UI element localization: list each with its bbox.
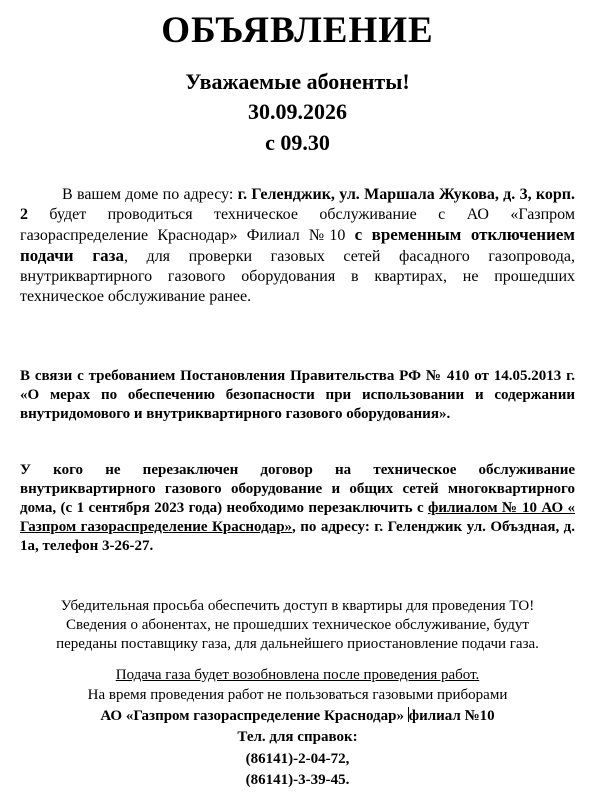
phone-1: (86141)-2-04-72, [245,751,350,767]
date: 30.09.2026 [248,99,347,124]
paragraph-contract [20,461,575,556]
p1-lead: В вашем доме по адресу: [62,186,238,203]
resume-notice-wrap [0,666,595,685]
greeting: Уважаемые абоненты! [185,69,410,94]
info-line-2: переданы поставщику газа, для дальнейшего приостановление подачи газа. [56,636,539,652]
p1-mid: будет проводиться техническое обслуживание с АО «Газпром газораспределение Краснодар» Филиал №10 [20,206,575,244]
time: с 09.30 [265,130,330,155]
organization-line [0,707,595,726]
warning-notice: На время проведения работ не пользоваться газовыми приборами [87,687,508,703]
branch-link: филиалом № 10 АО « Газпром газораспределение Краснодар» [20,500,575,535]
p3-lead: У кого не перезаключен договор на техническое обслуживание внутриквартирного газового оборудование и общих сетей многоквартирного дома, (с 1 сентября 2023 года) необходимо перезаключить с [20,462,575,516]
p1-tail: , для проверки газовых сетей фасадного газопровода, внутриквартирного газового оборудования в квартирах, не прошедших техническое обслуживание ранее. [20,248,575,305]
resume-notice: Подача газа будет возобновлена после проведения работ. [115,667,480,683]
p3-tail: , по адресу: г. Геленджик ул. Объздная, д. 1а, телефон 3-26-27. [20,519,575,554]
phones-label: Тел. для справок: [237,729,358,745]
org-branch: филиал №10 [408,708,495,724]
access-request: Убедительная просьба обеспечить доступ в квартиры для проведения ТО! [60,598,535,614]
p1-emphasis: с временным отключением подачи газа [20,225,575,265]
phone-2: (86141)-3-39-45. [245,772,350,788]
paragraph-regulation: В связи с требованием Постановления Правительства РФ № 410 от 14.05.2013 г. «О мерах по обеспечению безопасности при использовании и содержании внутридомового и внутриквартирного газового оборудования». [20,368,575,422]
info-line-1: Сведения о абонентах, не прошедших техническое обслуживание, будут [66,617,529,633]
org-name: АО «Газпром газораспределение Краснодар» [100,708,404,724]
p1-address: г. Геленджик, ул. Маршала Жукова, д. 3, корп. 2 [20,186,576,223]
paragraph-maintenance [20,185,575,307]
page-title: ОБЪЯВЛЕНИЕ [161,10,434,51]
